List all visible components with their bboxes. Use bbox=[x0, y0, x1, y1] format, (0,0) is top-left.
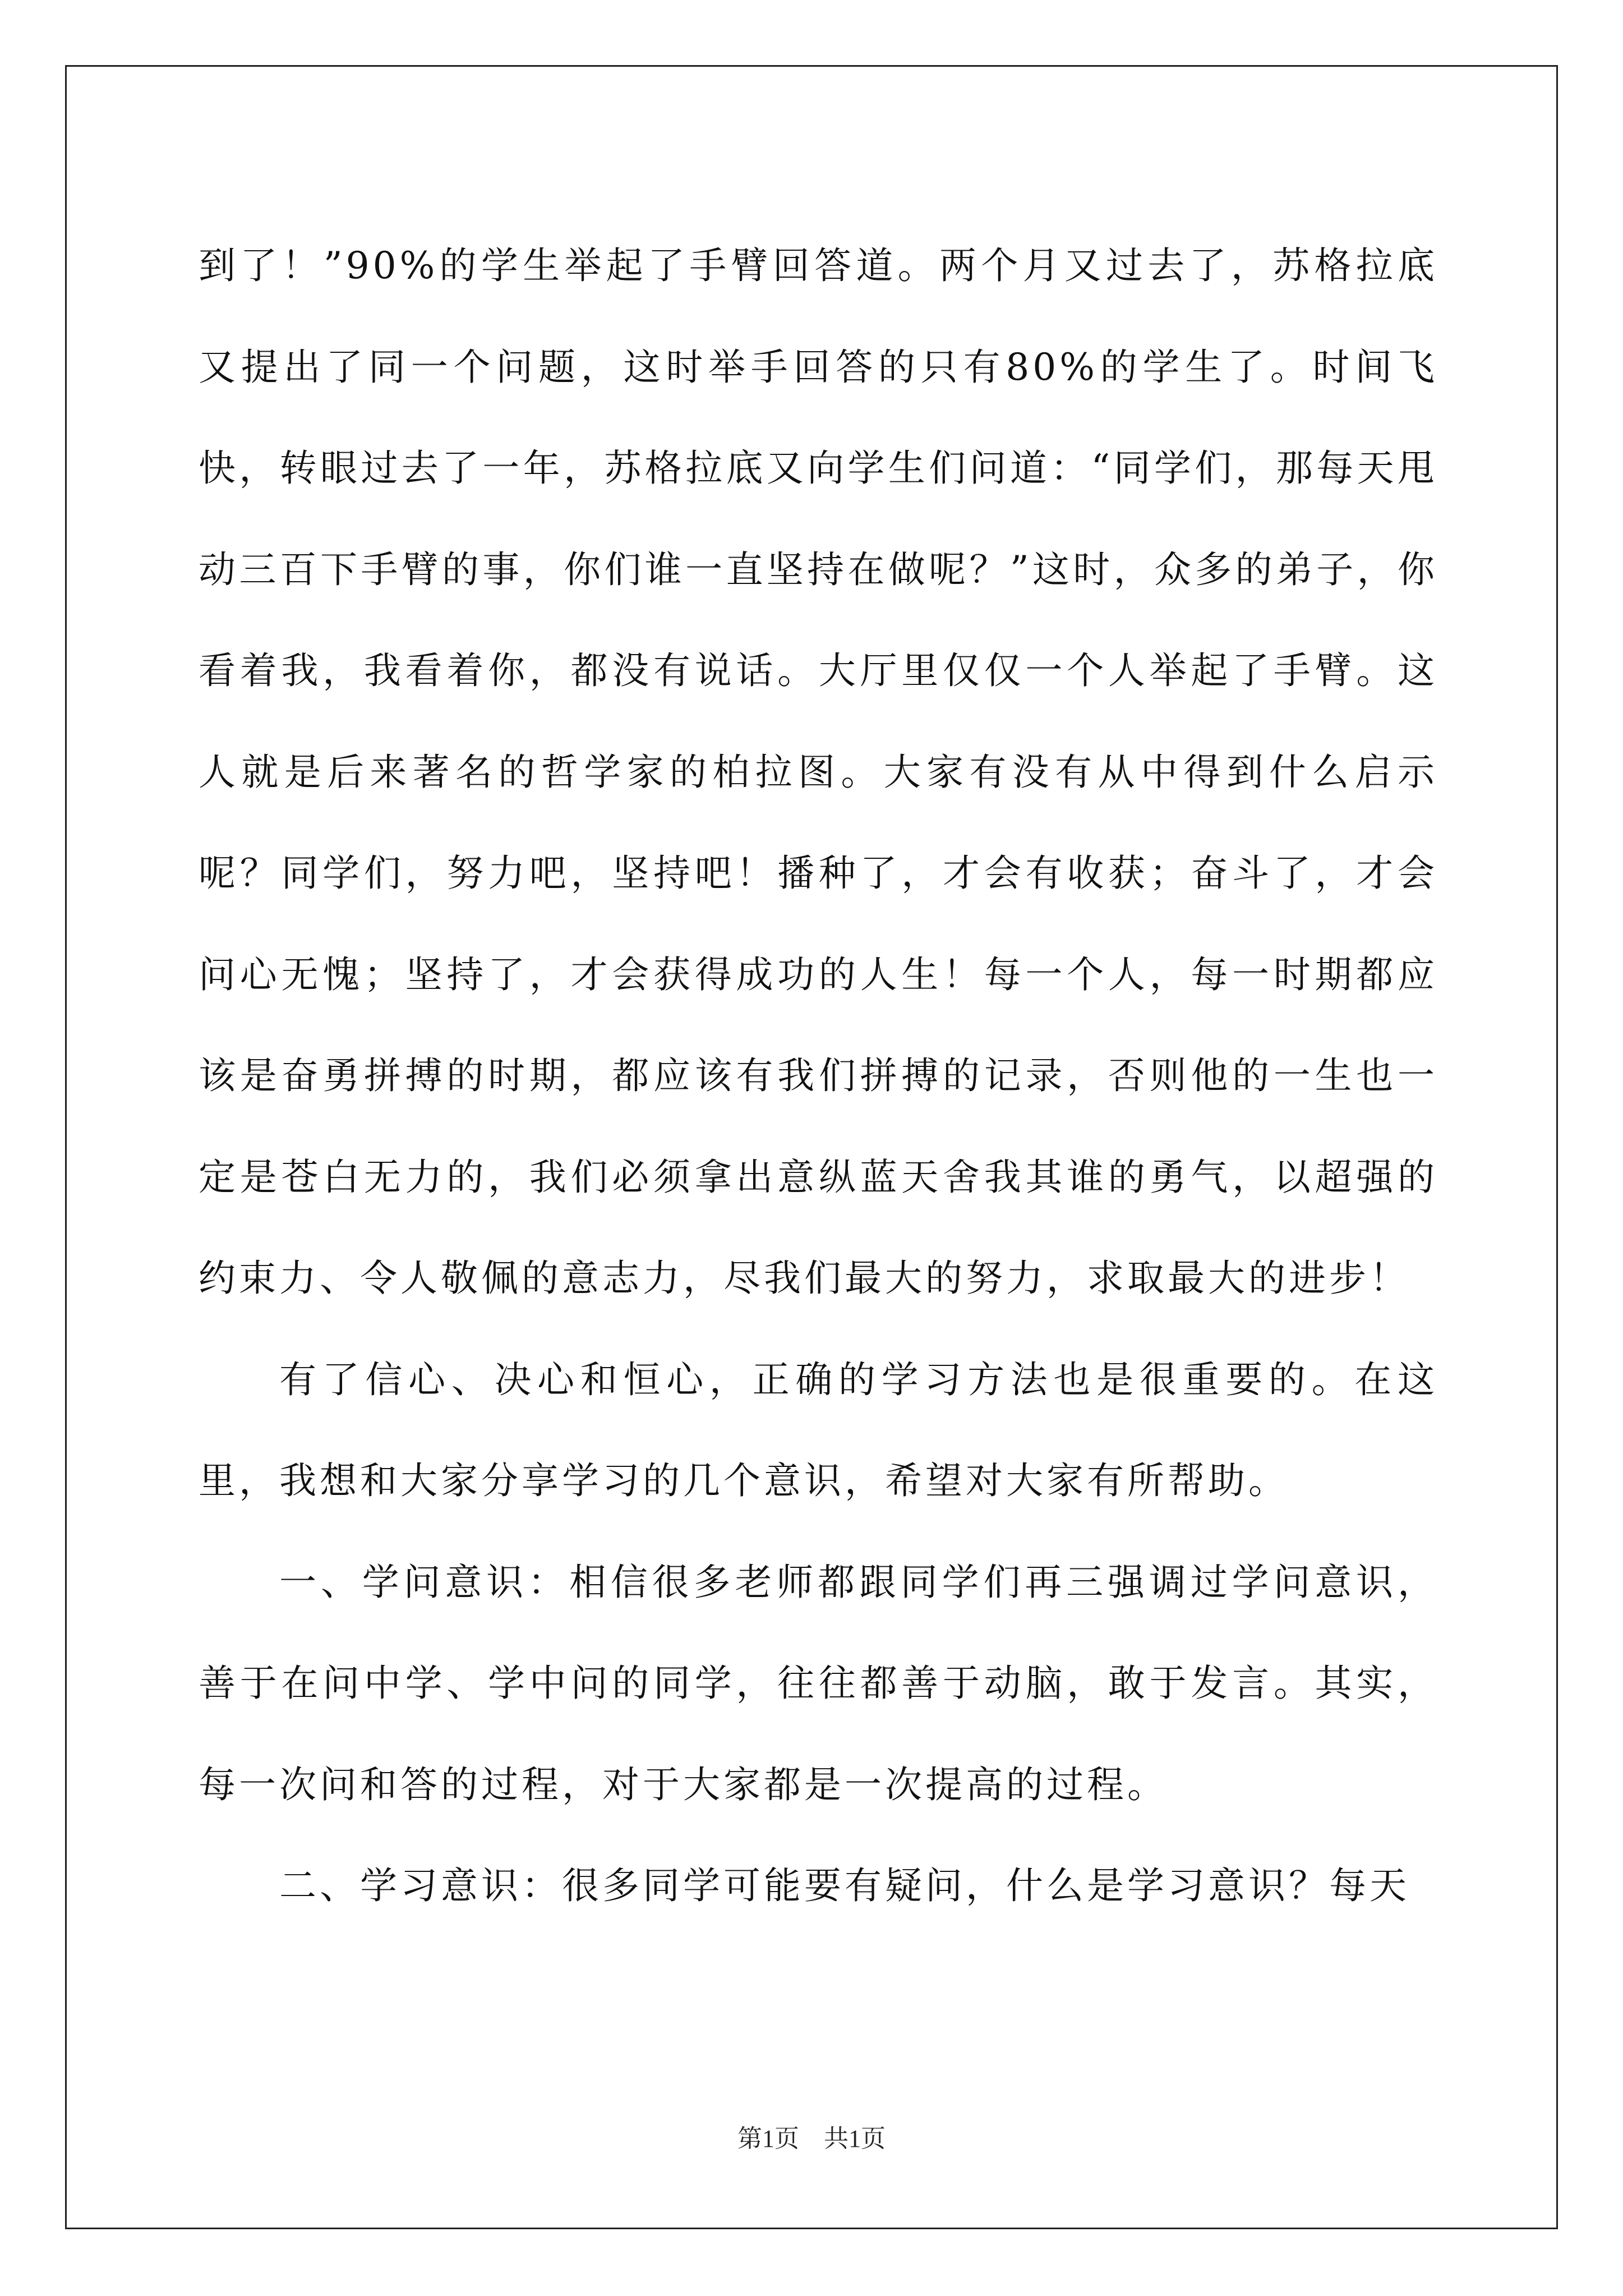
paragraph-3: 一、学问意识：相信很多老师都跟同学们再三强调过学问意识，善于在问中学、学中问的同学，往往都善于动脑，敢于发言。其实，每一次问和答的过程，对于大家都是一次提高的过程。 bbox=[199, 1560, 1438, 1806]
paragraph-4: 二、学习意识：很多同学可能要有疑问，什么是学习意识？每天 bbox=[279, 1864, 1410, 1907]
document-body bbox=[199, 215, 1438, 1937]
paragraph-2: 有了信心、决心和恒心，正确的学习方法也是很重要的。在这里，我想和大家分享学习的几个意识，希望对大家有所帮助。 bbox=[199, 1358, 1438, 1502]
page-number-footer: 第1页 共1页 bbox=[737, 2125, 886, 2152]
paragraph-1: 到了！”90%的学生举起了手臂回答道。两个月又过去了，苏格拉底又提出了同一个问题，这时举手回答的只有80%的学生了。时间飞快，转眼过去了一年，苏格拉底又向学生们问道：“同学们，那每天甩动三百下手臂的事，你们谁一直坚持在做呢？”这时，众多的弟子，你看着我，我看着你，都没有说话。大厅里仅仅一个人举起了手臂。这人就是后来著名的哲学家的柏拉图。大家有没有从中得到什么启示呢？同学们，努力吧，坚持吧！播种了，才会有收获；奋斗了，才会问心无愧；坚持了，才会获得成功的人生！每一个人，每一时期都应该是奋勇拼搏的时期，都应该有我们拼搏的记录，否则他的一生也一定是苍白无力的，我们必须拿出意纵蓝天舍我其谁的勇气，以超强的约束力、令人敬佩的意志力，尽我们最大的努力，求取最大的进步！ bbox=[199, 244, 1438, 1300]
